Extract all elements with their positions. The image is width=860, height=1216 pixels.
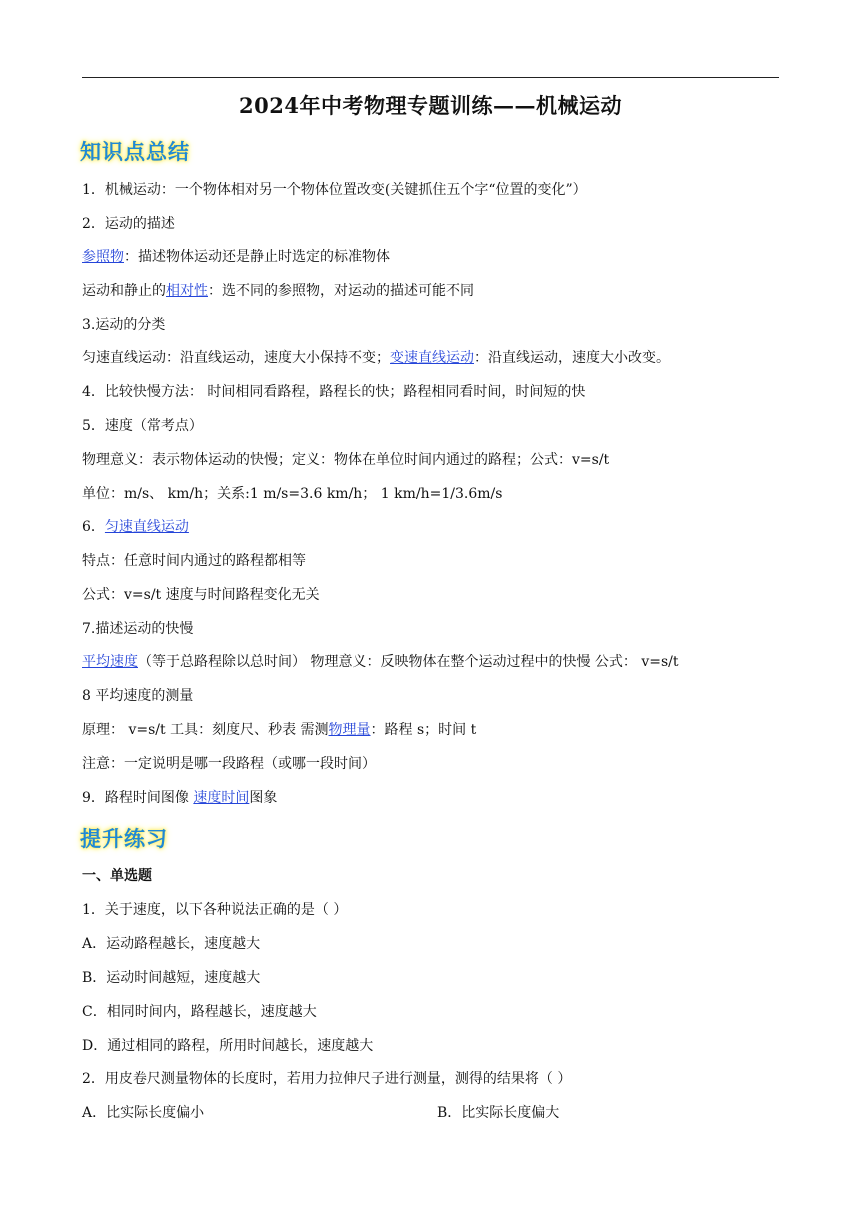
summary-text: ：选不同的参照物，对运动的描述可能不同 <box>208 283 474 299</box>
reference-object-link[interactable]: 参照物 <box>82 249 124 265</box>
summary-text: 原理： v=s/t 工具：刻度尺、秒表 需测 <box>82 722 329 738</box>
question-2-option-a: A．比实际长度偏小 <box>82 1105 205 1121</box>
summary-text: 6． <box>82 519 105 535</box>
summary-line-1: 1．机械运动：一个物体相对另一个物体位置改变(关键抓住五个字“位置的变化”） <box>82 182 587 198</box>
relativity-link[interactable]: 相对性 <box>166 283 208 299</box>
average-speed-link[interactable]: 平均速度 <box>82 654 138 670</box>
summary-line-4 <box>82 282 474 300</box>
variable-linear-motion-link[interactable]: 变速直线运动 <box>390 350 474 366</box>
summary-line-17 <box>82 721 476 739</box>
physical-quantity-link[interactable]: 物理量 <box>328 722 371 738</box>
summary-line-16: 8 平均速度的测量 <box>82 688 194 704</box>
summary-line-10: 单位：m/s、 km/h；关系:1 m/s=3.6 km/h； 1 km/h=1/3.6m/s <box>82 486 503 502</box>
summary-text: 图象 <box>249 790 278 806</box>
summary-section-heading: 知识点总结 <box>80 139 190 164</box>
summary-line-9: 物理意义：表示物体运动的快慢；定义：物体在单位时间内通过的路程；公式：v=s/t <box>82 452 610 468</box>
summary-line-18: 注意：一定说明是哪一段路程（或哪一段时间） <box>82 756 376 772</box>
question-2-option-b: B．比实际长度偏大 <box>437 1105 560 1121</box>
question-1-option-d: D．通过相同的路程，所用时间越长，速度越大 <box>82 1038 374 1054</box>
summary-line-3 <box>82 248 390 266</box>
summary-line-5: 3.运动的分类 <box>82 317 166 333</box>
question-1-option-b: B．运动时间越短，速度越大 <box>82 970 261 986</box>
summary-line-14: 7.描述运动的快慢 <box>82 621 194 637</box>
summary-text: 9．路程时间图像 <box>82 790 194 806</box>
question-2: 2．用皮卷尺测量物体的长度时，若用力拉伸尺子进行测量，测得的结果将（ ） <box>82 1071 572 1087</box>
header-rule <box>82 77 779 78</box>
question-1: 1．关于速度，以下各种说法正确的是（ ） <box>82 902 348 918</box>
summary-text: ：描述物体运动还是静止时选定的标准物体 <box>124 249 390 265</box>
uniform-linear-motion-link[interactable]: 匀速直线运动 <box>104 519 189 535</box>
summary-text: 匀速直线运动：沿直线运动，速度大小保持不变； <box>82 350 390 366</box>
question-group-heading: 一、单选题 <box>82 868 152 884</box>
summary-line-11 <box>82 518 189 536</box>
summary-line-12: 特点：任意时间内通过的路程都相等 <box>82 553 306 569</box>
summary-line-8: 5．速度（常考点） <box>82 418 203 434</box>
question-1-option-c: C．相同时间内，路程越长，速度越大 <box>82 1004 317 1020</box>
document-title: 2024年中考物理专题训练——机械运动 <box>239 93 622 118</box>
speed-time-link[interactable]: 速度时间 <box>193 790 250 806</box>
summary-text: ：路程 s；时间 t <box>370 722 477 738</box>
summary-line-13: 公式：v=s/t 速度与时间路程变化无关 <box>82 587 320 603</box>
summary-text: 运动和静止的 <box>82 283 166 299</box>
practice-section-heading: 提升练习 <box>80 826 168 851</box>
summary-text: ：沿直线运动，速度大小改变。 <box>474 350 670 366</box>
summary-line-2: 2．运动的描述 <box>82 216 175 232</box>
summary-line-6 <box>82 349 670 367</box>
summary-text: （等于总路程除以总时间） 物理意义：反映物体在整个运动过程中的快慢 公式： v=s/t <box>138 654 679 670</box>
question-1-option-a: A．运动路程越长，速度越大 <box>82 936 261 952</box>
summary-line-7: 4．比较快慢方法： 时间相同看路程，路程长的快；路程相同看时间，时间短的快 <box>82 384 586 400</box>
summary-line-19 <box>82 789 277 807</box>
summary-line-15 <box>82 653 679 671</box>
